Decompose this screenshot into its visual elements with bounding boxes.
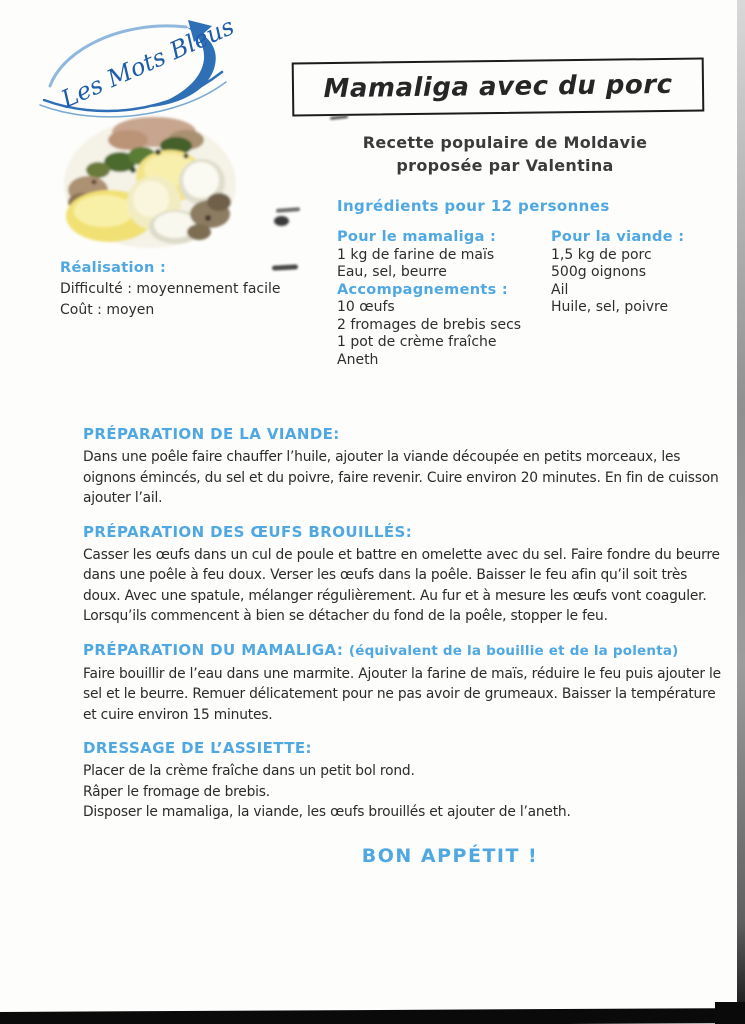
section-dressage-assiette <box>83 738 723 823</box>
title-box <box>292 57 705 116</box>
scan-bottom-right-corner <box>715 1002 745 1024</box>
ingredient-item: 2 fromages de brebis secs <box>337 316 522 333</box>
subtitle-line-2: proposée par Valentina <box>396 156 614 175</box>
section-preparation-oeufs <box>83 522 723 627</box>
ingredient-item: Huile, sel, poivre <box>551 299 669 315</box>
realisation-block <box>60 258 281 321</box>
ingredient-item: Aneth <box>337 351 379 368</box>
section-title: PRÉPARATION DE LA VIANDE: <box>83 425 340 443</box>
ingredients-heading: Ingrédients pour 12 personnes <box>337 197 610 215</box>
ingredient-item: Ail <box>551 281 569 298</box>
section-body: Faire bouillir de l’eau dans une marmite. Ajouter la farine de maïs, réduire le feu puis ajouter le sel et le beurre. Remuer délicatement pour ne pas avoir de grumeaux. Baisser la température et cuire environ 15 minutes. <box>83 665 721 723</box>
logo-text: Les Mots Bleus <box>57 12 239 114</box>
mamaliga-ingredients-heading: Pour le mamaliga : <box>337 229 497 245</box>
scan-smudge <box>272 264 298 270</box>
ingredient-item: 1 kg de farine de maïs <box>337 246 495 263</box>
recipe-title: Mamaliga avec du porc <box>323 69 673 105</box>
ingredient-item: 500g oignons <box>551 264 647 280</box>
scan-smudge <box>276 207 300 213</box>
bon-appetit-text: BON APPÉTIT ! <box>361 845 539 867</box>
subtitle-line-1: Recette populaire de Moldavie <box>362 133 648 152</box>
ingredients-column-right <box>551 229 726 317</box>
scan-right-edge-shadow <box>737 0 745 1024</box>
dressage-line: Disposer le mamaliga, la viande, les œufs brouillés et ajouter de l’aneth. <box>83 804 571 820</box>
ingredient-item: Eau, sel, beurre <box>337 264 447 280</box>
section-title-note: (équivalent de la bouillie et de la polenta) <box>348 642 679 659</box>
dressage-line: Placer de la crème fraîche dans un petit bol rond. <box>83 763 415 779</box>
scan-bottom-edge-bar <box>0 1008 745 1024</box>
cost-line: Coût : moyen <box>60 302 155 318</box>
les-mots-bleus-logo <box>36 6 241 121</box>
section-title: PRÉPARATION DES ŒUFS BROUILLÉS: <box>83 522 413 541</box>
dressage-line: Râper le fromage de brebis. <box>83 783 270 800</box>
section-title <box>83 640 723 661</box>
dish-photo <box>58 110 238 254</box>
logo-swoosh-icon <box>36 6 241 121</box>
section-preparation-viande <box>83 424 723 509</box>
realisation-heading: Réalisation : <box>60 260 167 276</box>
section-title: DRESSAGE DE L’ASSIETTE: <box>83 739 312 757</box>
ingredient-item: 10 œufs <box>337 299 395 315</box>
preparation-sections <box>83 424 723 836</box>
difficulty-line: Difficulté : moyennement facile <box>60 281 281 297</box>
dish-photo-illustration <box>58 110 238 254</box>
ingredients-column-left <box>337 229 552 369</box>
viande-ingredients-heading: Pour la viande : <box>551 229 685 245</box>
section-preparation-mamaliga <box>83 640 723 726</box>
scan-smudge <box>274 216 289 226</box>
section-body: Casser les œufs dans un cul de poule et battre en omelette avec du sel. Faire fondre du beurre dans une poêle à feu doux. Verser les œufs dans la poêle. Baisser le feu afin qu’il soit très doux. Avec une spatule, mélanger régulièrement. Au fur et à mesure les œufs vont coaguler. Lorsqu’ils commencent à bien se détacher du fond de la poêle, stopper le feu. <box>83 546 720 624</box>
section-body: Dans une poêle faire chauffer l’huile, ajouter la viande découpée en petits morceaux, les oignons émincés, du sel et du poivre, faire revenir. Cuire environ 20 minutes. En fin de cuisson ajouter l’ail. <box>83 449 719 506</box>
ingredient-item: 1 pot de crème fraîche <box>337 334 497 350</box>
scan-smudge <box>330 115 348 120</box>
section-body <box>83 761 723 823</box>
section-title-text: PRÉPARATION DU MAMALIGA: <box>83 640 344 659</box>
accompagnements-heading: Accompagnements : <box>337 281 508 298</box>
ingredient-item: 1,5 kg de porc <box>551 246 652 263</box>
recipe-subtitle <box>300 131 710 177</box>
